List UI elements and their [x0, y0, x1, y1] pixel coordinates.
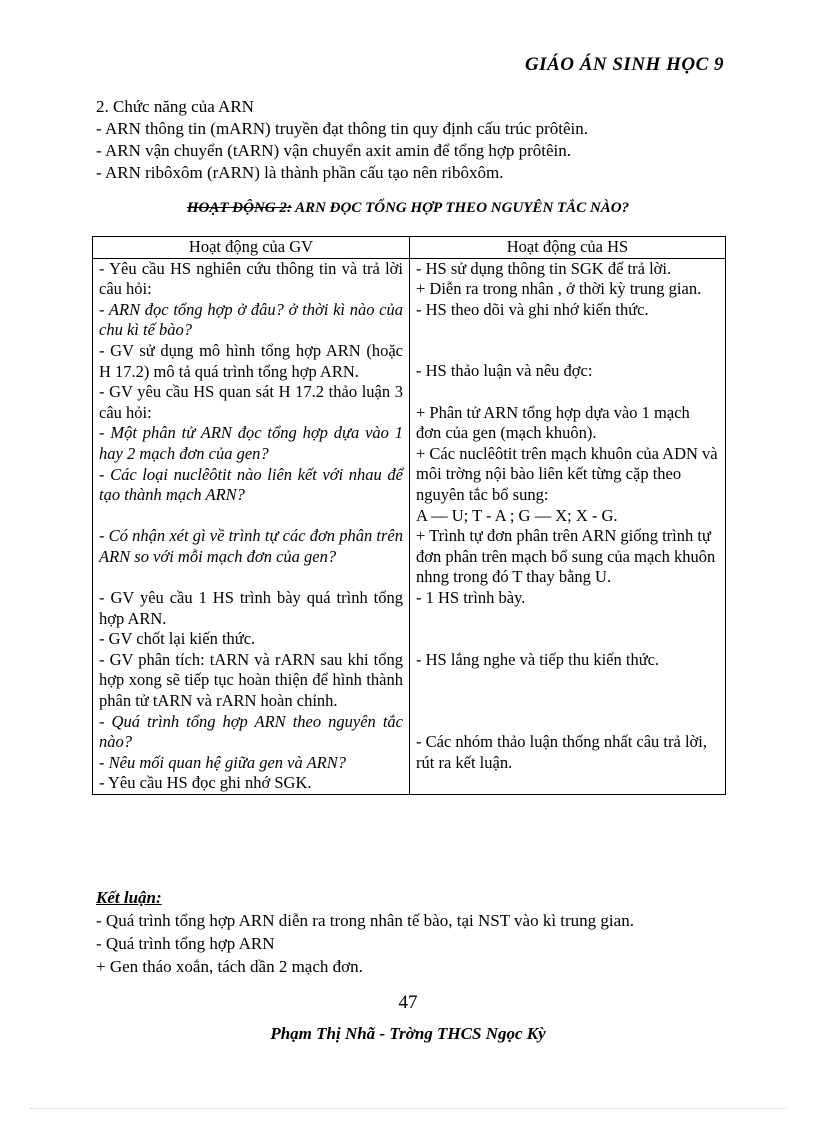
gv-question: - Một phân tử ARN đọc tổng hợp dựa vào 1 hay 2 mạch đơn của gen?	[99, 423, 403, 463]
hs-line: - HS lắng nghe và tiếp thu kiến thức.	[416, 649, 660, 669]
section-heading: 2. Chức năng của ARN	[96, 97, 254, 116]
spacer	[416, 670, 719, 691]
function-section	[96, 96, 736, 184]
gv-cell	[93, 258, 410, 794]
bottom-divider	[30, 1108, 786, 1109]
footer-author: Phạm Thị Nhã - Trờng THCS Ngọc Kỳ	[270, 1024, 546, 1043]
section-line: - ARN thông tin (mARN) truyền đạt thông tin quy định cấu trúc prôtêin.	[96, 119, 588, 138]
spacer	[416, 691, 719, 712]
document-header-title: GIÁO ÁN SINH HỌC 9	[524, 54, 724, 75]
spacer	[99, 568, 403, 589]
hs-line: + Trình tự đơn phân trên ARN giống trình tự đơn phân trên mạch bổ sung của mạch khuôn nhng trong đó T thay bằng U.	[416, 526, 716, 587]
gv-line: - GV chốt lại kiến thức.	[99, 629, 256, 649]
table-header-row	[93, 237, 726, 259]
spacer	[416, 382, 719, 403]
hs-line: A — U; T - A ; G — X; X - G.	[416, 505, 618, 525]
table-row	[93, 258, 726, 794]
gv-question: - Quá trình tổng hợp ARN theo nguyên tắc nào?	[99, 711, 403, 752]
hs-line: - Các nhóm thảo luận thống nhất câu trả lời, rút ra kết luận.	[416, 732, 707, 772]
gv-question: - Các loại nuclêôtit nào liên kết với nhau để tạo thành mạch ARN?	[99, 464, 403, 505]
activity-heading	[0, 200, 816, 217]
activity-table	[92, 236, 726, 795]
hs-line: - 1 HS trình bày.	[416, 587, 526, 607]
hs-cell	[410, 258, 726, 794]
gv-question: - Nêu mối quan hệ giữa gen và ARN?	[99, 752, 346, 772]
col-header-hs: Hoạt động của HS	[410, 237, 726, 259]
hs-line: + Diễn ra trong nhân , ở thời kỳ trung gian.	[416, 279, 702, 299]
hs-line: + Các nuclêôtit trên mạch khuôn của ADN và môi trờng nội bào liên kết từng cặp theo nguyên tắc bổ sung:	[416, 443, 718, 504]
col-header-gv: Hoạt động của GV	[93, 237, 410, 259]
spacer	[416, 711, 719, 732]
conclusion-line: - Quá trình tổng hợp ARN diễn ra trong nhân tế bào, tại NST vào kì trung gian.	[96, 911, 634, 930]
conclusion-line: - Quá trình tổng hợp ARN	[96, 934, 275, 953]
spacer	[416, 629, 719, 650]
conclusion-title: Kết luận:	[96, 888, 162, 907]
gv-question: - ARN đọc tổng hợp ở đâu? ở thời kì nào của chu kì tế bào?	[99, 299, 403, 340]
conclusion-line: + Gen tháo xoắn, tách dần 2 mạch đơn.	[96, 957, 363, 976]
activity-title: ARN ĐỌC TỔNG HỢP THEO NGUYÊN TẮC NÀO?	[295, 200, 630, 216]
hs-line: + Phân tử ARN tổng hợp dựa vào 1 mạch đơn của gen (mạch khuôn).	[416, 402, 690, 443]
gv-line: - Yêu cầu HS đọc ghi nhớ SGK.	[99, 773, 312, 793]
gv-line: - GV yêu cầu HS quan sát H 17.2 thảo luận 3 câu hỏi:	[99, 382, 403, 422]
spacer	[416, 320, 719, 361]
hs-line: - HS thảo luận và nêu đợc:	[416, 361, 593, 381]
gv-line: - Yêu cầu HS nghiên cứu thông tin và trả lời câu hỏi:	[99, 258, 403, 299]
section-line: - ARN ribôxôm (rARN) là thành phần cấu tạo nên ribôxôm.	[96, 163, 504, 182]
page-number: 47	[398, 992, 418, 1013]
hs-line: - HS theo dõi và ghi nhớ kiến thức.	[416, 299, 649, 319]
gv-line: - GV sử dụng mô hình tổng hợp ARN (hoặc H 17.2) mô tả quá trình tổng hợp ARN.	[99, 340, 403, 381]
hs-line: - HS sử dụng thông tin SGK để trả lời.	[416, 258, 672, 278]
spacer	[99, 506, 403, 527]
section-line: - ARN vận chuyển (tARN) vận chuyển axit amin để tổng hợp prôtêin.	[96, 141, 571, 160]
activity-label: HOẠT ĐỘNG 2:	[186, 200, 292, 216]
conclusion-section	[96, 886, 736, 978]
gv-line: - GV phân tích: tARN và rARN sau khi tổng hợp xong sẽ tiếp tục hoàn thiện để hình thành phân tử tARN và rARN hoàn chỉnh.	[99, 649, 403, 711]
spacer	[416, 609, 719, 630]
gv-question: - Có nhận xét gì về trình tự các đơn phân trên ARN so với mỗi mạch đơn của gen?	[99, 526, 403, 566]
gv-line: - GV yêu cầu 1 HS trình bày quá trình tổng hợp ARN.	[99, 588, 403, 628]
